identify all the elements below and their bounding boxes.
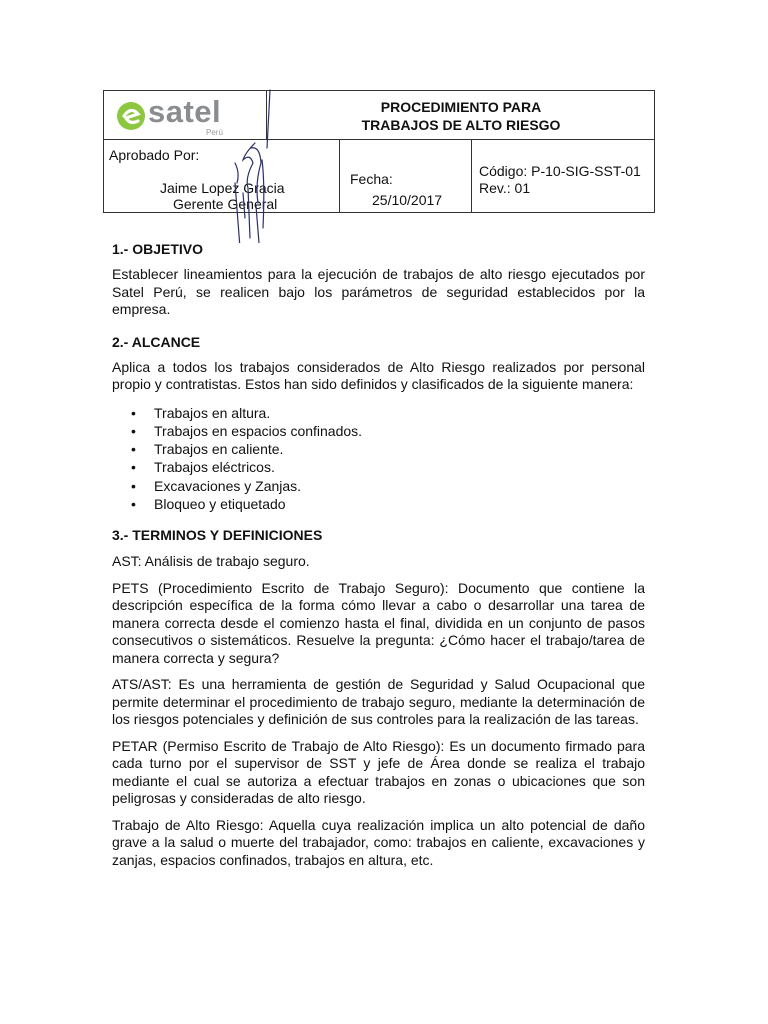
list-item: • Trabajos eléctricos.	[112, 458, 645, 476]
list-item: • Bloqueo y etiquetado	[112, 495, 645, 513]
approved-label: Aprobado Por:	[109, 147, 200, 163]
header-divider	[471, 139, 472, 212]
definition-paragraph: Trabajo de Alto Riesgo: Aquella cuya realización implica un alto potencial de daño grave a la salud o muerte del trabajador, como: trabajos en caliente, excavaciones y zanjas, espacios confinados, trabajos en altura, etc.	[112, 816, 645, 868]
definition-paragraph: AST: Análisis de trabajo seguro.	[112, 553, 310, 570]
handwritten-signature	[215, 88, 280, 243]
definition-paragraph: PETAR (Permiso Escrito de Trabajo de Alto Riesgo): Es un documento firmado para cada turno por el supervisor de SST y jefe de Área donde se realiza el trabajo mediante el cual se autoriza a efectuar trabajos en zonas o ubicaciones que son peligrosas y consideradas de alto riesgo.	[112, 737, 645, 807]
header-divider	[339, 139, 340, 212]
list-item: • Trabajos en caliente.	[112, 440, 645, 458]
section-heading: 3.- TERMINOS Y DEFINICIONES	[112, 527, 323, 544]
date-value: 25/10/2017	[372, 192, 443, 208]
title-line: PROCEDIMIENTO PARA	[380, 99, 542, 115]
scope-text: Aplica a todos los trabajos considerados de Alto Riesgo realizados por personal propio y contratistas. Estos han sido definidos y clasificados de la siguiente manera:	[112, 358, 645, 392]
header-table	[103, 90, 655, 213]
logo-mark-icon	[116, 101, 146, 131]
list-item: • Trabajos en altura.	[112, 404, 645, 422]
date-label: Fecha:	[350, 171, 393, 187]
revision: Rev.: 01	[479, 180, 531, 196]
section-heading: 1.- OBJETIVO	[112, 241, 204, 257]
list-item: • Trabajos en espacios confinados.	[112, 422, 645, 440]
logo-subtext: Perú	[206, 128, 223, 137]
title-line: TRABAJOS DE ALTO RIESGO	[361, 117, 561, 133]
logo-text: satel	[148, 94, 222, 129]
document-title	[266, 98, 656, 134]
approver-name: Jaime Lopez Gracia	[160, 180, 285, 196]
section-heading: 2.- ALCANCE	[112, 333, 201, 350]
document-body	[112, 240, 645, 869]
definition-paragraph: PETS (Procedimiento Escrito de Trabajo Seguro): Documento que contiene la descripción específica de la forma cómo llevar a cabo o desarrollar una tarea de manera correcta desde el comienzo hasta el final, dividida en un conjunto de pasos consecutivos o sistemáticos. Resuelve la pregunta: ¿Cómo hacer el trabajo/tarea de manera correcta y segura?	[112, 579, 645, 666]
definition-paragraph: ATS/AST: Es una herramienta de gestión de Seguridad y Salud Ocupacional que permite determinar el procedimiento de trabajo seguro, mediante la determinación de los riesgos potenciales y definición de sus controles para la realización de las tareas.	[112, 676, 645, 728]
document-code: Código: P-10-SIG-SST-01	[479, 163, 641, 179]
header-divider	[104, 139, 654, 140]
approver-role: Gerente General	[173, 196, 278, 212]
objective-text: Establecer lineamientos para la ejecución de trabajos de alto riesgo ejecutados por Satel Perú, se realicen bajo los parámetros de seguridad establecidos por la empresa.	[112, 266, 645, 317]
risk-work-list	[112, 404, 645, 514]
list-item: • Excavaciones y Zanjas.	[112, 477, 645, 495]
